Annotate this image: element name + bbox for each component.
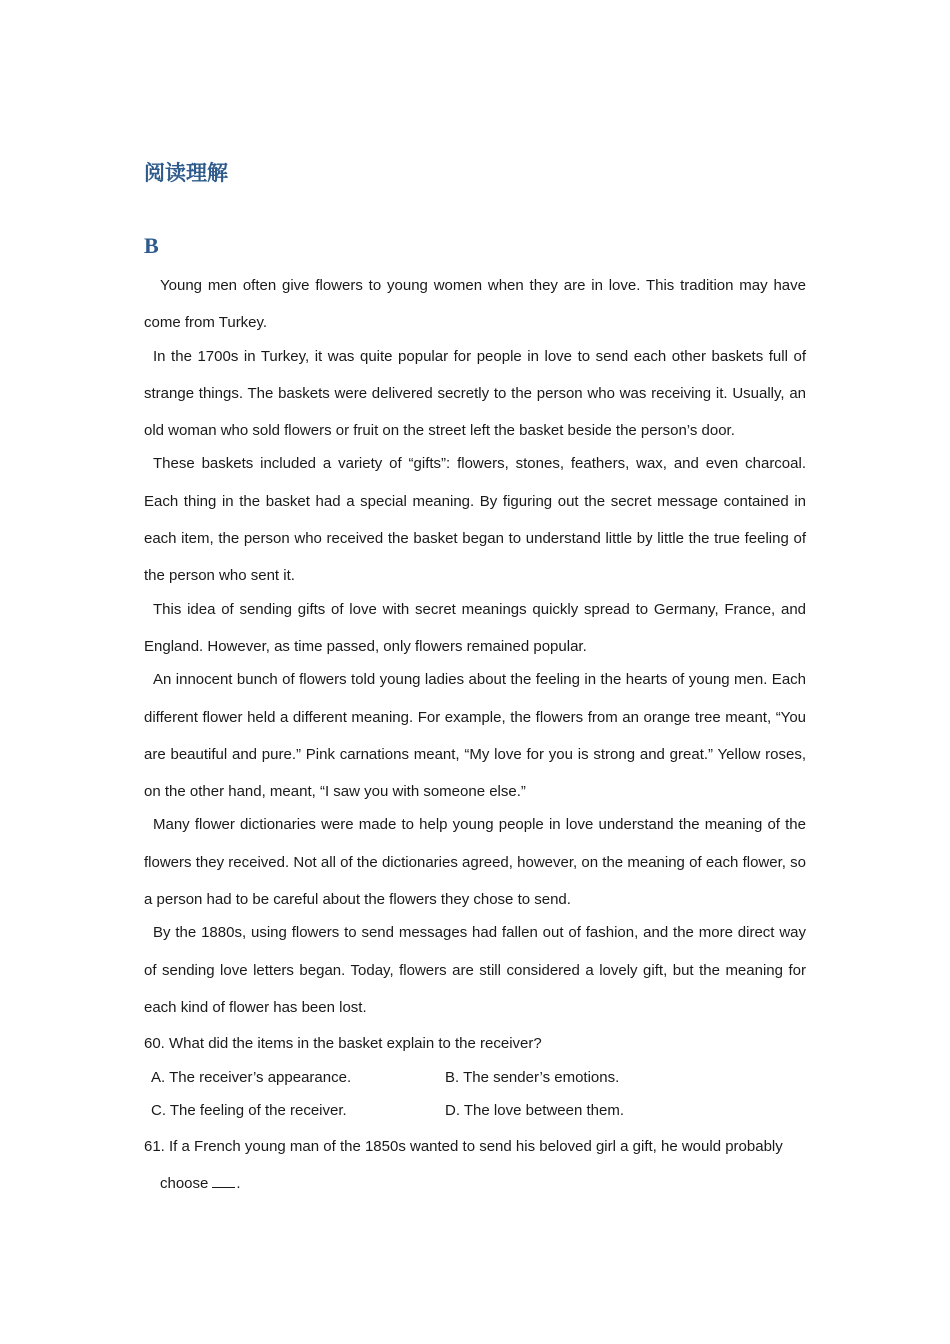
question-block [144, 1027, 806, 1202]
question-60-option-c: C. The feeling of the receiver. [151, 1102, 347, 1119]
passage-paragraph: By the 1880s, using flowers to send messages had fallen out of fashion, and the more direct way of sending love letters began. Today, flowers are still considered a lovely gift, but the meaning for each kind of flower has been lost. [144, 924, 806, 1016]
passage-paragraph: Young men often give flowers to young women when they are in love. This tradition may have come from Turkey. [144, 277, 806, 332]
passage-paragraph: This idea of sending gifts of love with secret meanings quickly spread to Germany, France, and England. However, as time passed, only flowers remained popular. [144, 600, 806, 655]
section-label: B [144, 233, 159, 258]
question-60-option-d: D. The love between them. [445, 1102, 624, 1119]
passage-paragraph: In the 1700s in Turkey, it was quite popular for people in love to send each other baskets full of strange things. The baskets were delivered secretly to the person who was receiving it. Usually, an old woman who sold flowers or fruit on the street left the basket beside the person’s door. [144, 347, 806, 440]
question-60-stem: 60. What did the items in the basket explain to the receiver? [144, 1035, 542, 1052]
question-60-options-row [144, 1094, 806, 1128]
question-60-options-row [144, 1061, 806, 1095]
question-61-choose-text: choose [160, 1174, 209, 1192]
page-title: 阅读理解 [144, 160, 228, 185]
answer-blank [212, 1173, 235, 1188]
passage-paragraph: These baskets included a variety of “gifts”: flowers, stones, feathers, wax, and even charcoal. Each thing in the basket had a special meaning. By figuring out the secret message contained in each item, the person who received the basket began to understand little by little the true feeling of the person who sent it. [144, 455, 806, 585]
passage-paragraph: An innocent bunch of flowers told young ladies about the feeling in the hearts of young men. Each different flower held a different meaning. For example, the flowers from an orange tree meant, “You are beautiful and pure.” Pink carnations meant, “My love for you is strong and great.” Yellow roses, on the other hand, meant, “I saw you with someone else.” [144, 671, 806, 801]
question-61-period: . [236, 1174, 241, 1192]
passage-paragraph: Many flower dictionaries were made to help young people in love understand the meaning of the flowers they received. Not all of the dictionaries agreed, however, on the meaning of each flower, so a person had to be careful about the flowers they chose to send. [144, 816, 806, 909]
question-61-continuation [144, 1165, 806, 1202]
reading-passage [144, 267, 806, 1022]
question-61-stem: 61. If a French young man of the 1850s wanted to send his beloved girl a gift, he would probably [144, 1137, 783, 1155]
question-60-option-b: B. The sender’s emotions. [445, 1068, 620, 1086]
question-60-option-a: A. The receiver’s appearance. [151, 1068, 352, 1086]
